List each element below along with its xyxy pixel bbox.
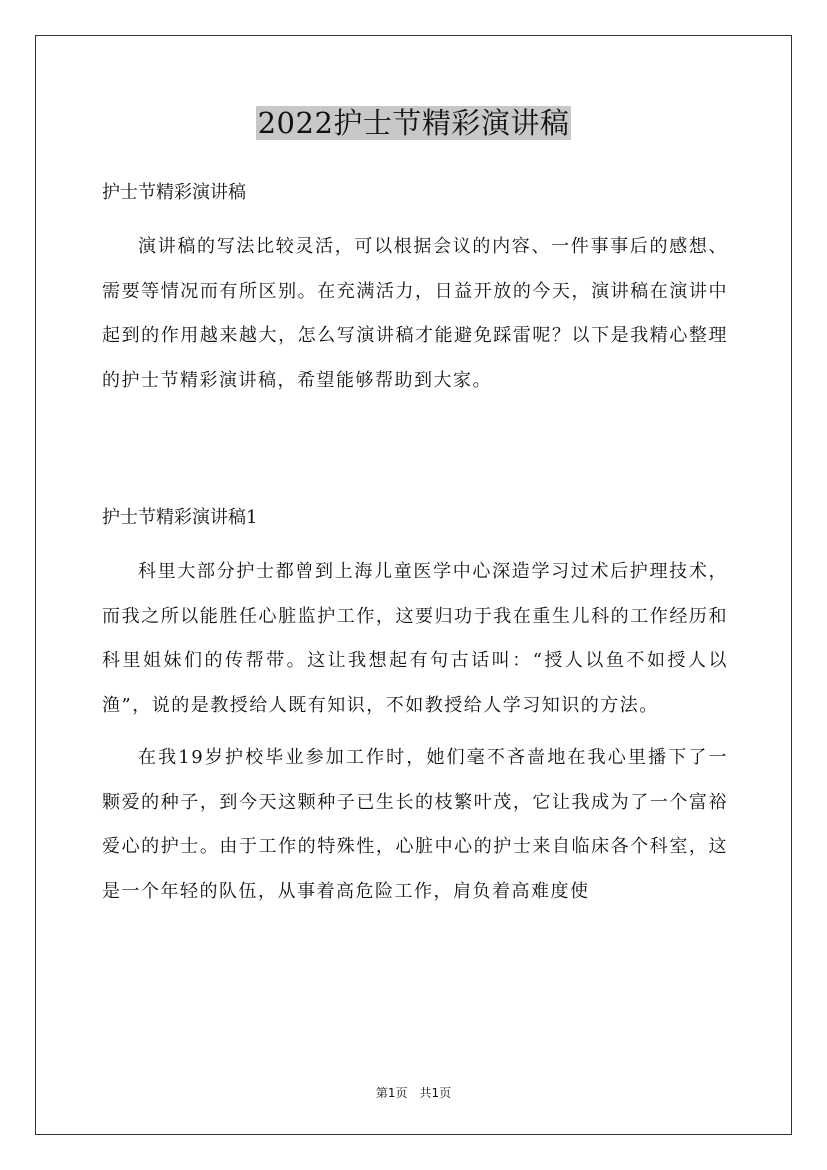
section1-heading: 护士节精彩演讲稿1 — [102, 507, 258, 528]
intro-paragraph-block — [102, 225, 728, 403]
section1-body — [102, 550, 728, 914]
page-footer — [0, 1085, 827, 1101]
intro-heading-block — [102, 180, 728, 206]
document-title — [0, 101, 827, 145]
document-title-text: 2022护士节精彩演讲稿 — [257, 106, 570, 140]
page-number-text: 第1页 共1页 — [375, 1086, 452, 1100]
section1-heading-block — [102, 505, 728, 531]
section1-paragraph-2: 在我19岁护校毕业参加工作时，她们毫不吝啬地在我心里播下了一颗爱的种子，到今天这颗种子已生长的枝繁叶茂，它让我成为了一个富裕爱心的护士。由于工作的特殊性，心脏中心的护士来自临床各个科室，这是一个年轻的队伍，从事着高危险工作，肩负着高难度使 — [102, 747, 728, 902]
intro-paragraph: 演讲稿的写法比较灵活，可以根据会议的内容、一件事事后的感想、需要等情况而有所区别。在充满活力，日益开放的今天，演讲稿在演讲中起到的作用越来越大，怎么写演讲稿才能避免踩雷呢？以下是我精心整理的护士节精彩演讲稿，希望能够帮助到大家。 — [102, 236, 728, 391]
section1-paragraph-1: 科里大部分护士都曾到上海儿童医学中心深造学习过术后护理技术，而我之所以能胜任心脏监护工作，这要归功于我在重生儿科的工作经历和科里姐妹们的传帮带。这让我想起有句古话叫：“授人以鱼不如授人以渔”，说的是教授给人既有知识，不如教授给人学习知识的方法。 — [102, 561, 728, 716]
intro-heading: 护士节精彩演讲稿 — [102, 182, 246, 203]
